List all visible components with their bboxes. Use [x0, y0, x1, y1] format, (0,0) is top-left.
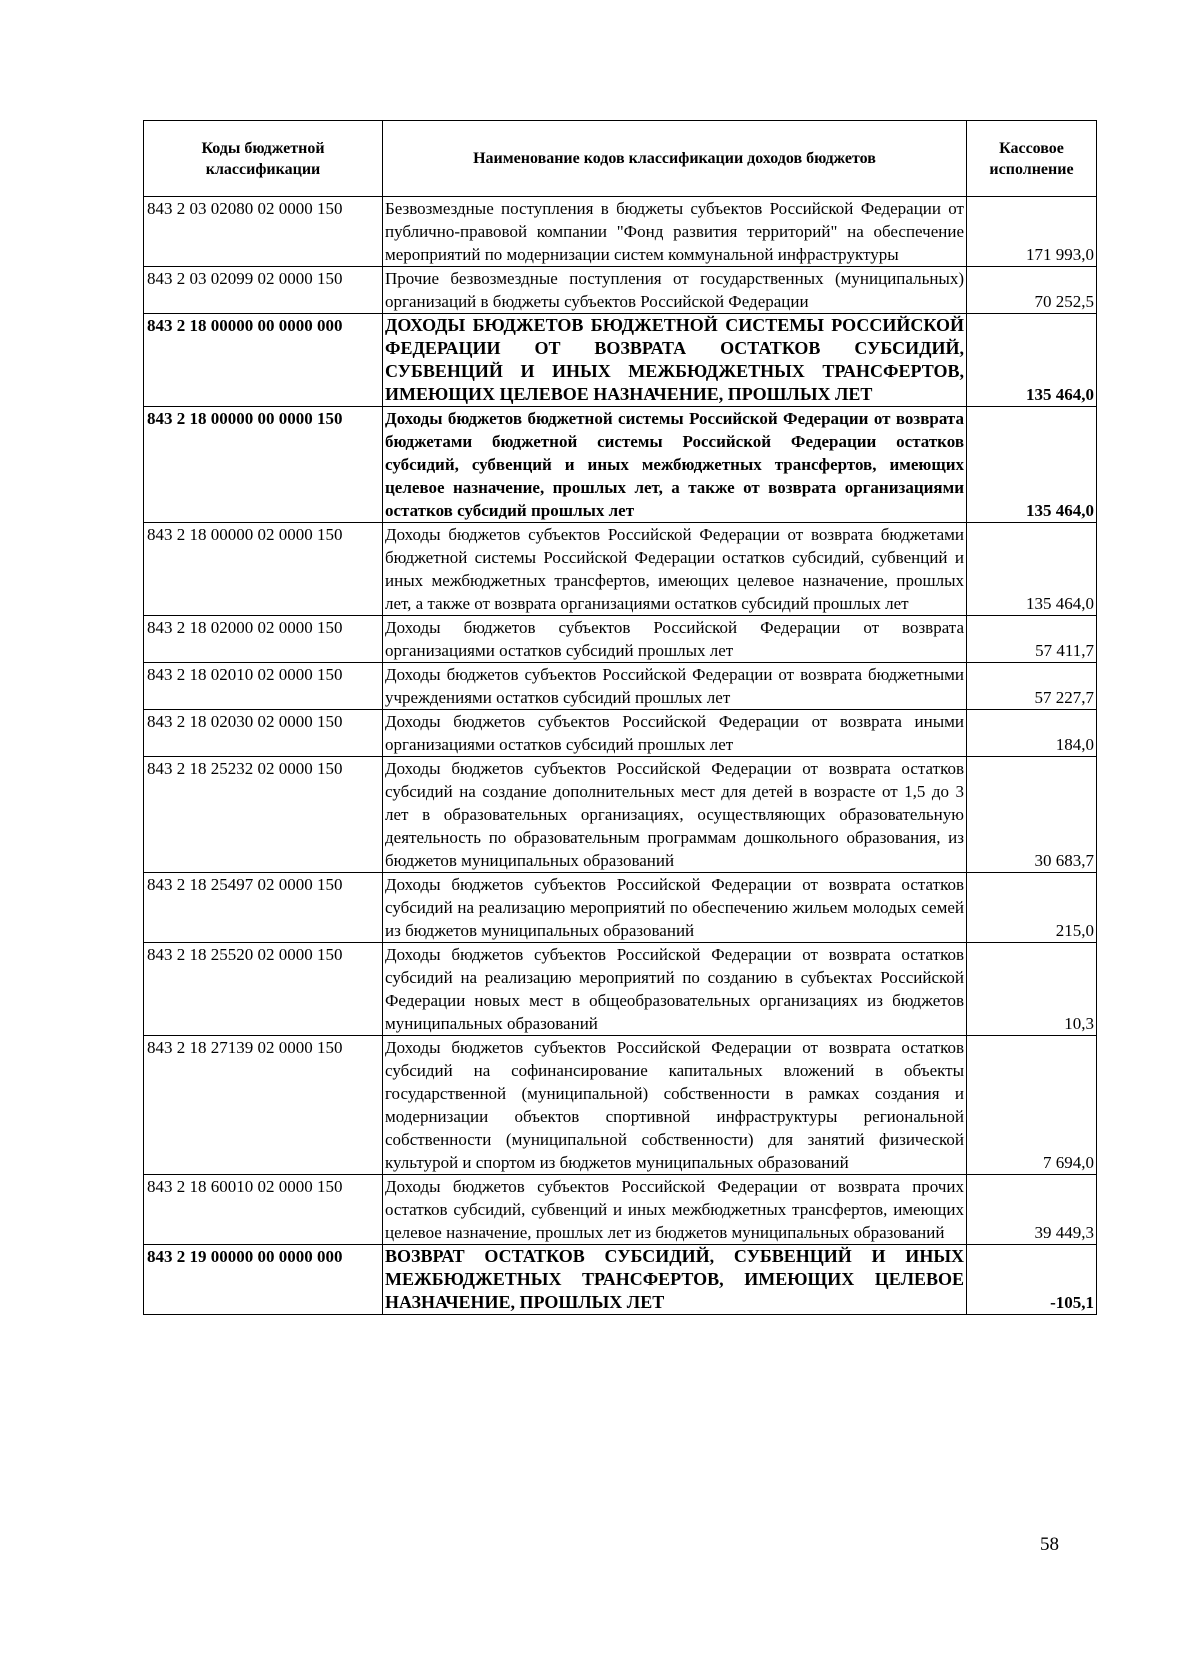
row-amount: 57 411,7: [967, 616, 1097, 663]
row-amount: 57 227,7: [967, 663, 1097, 710]
table-row: [144, 616, 1097, 663]
row-amount: 70 252,5: [967, 267, 1097, 314]
row-code: 843 2 18 00000 00 0000 000: [144, 314, 383, 407]
table-header-row: [144, 121, 1097, 197]
row-amount: 39 449,3: [967, 1175, 1097, 1245]
row-code: 843 2 18 25520 02 0000 150: [144, 943, 383, 1036]
header-names: Наименование кодов классификации доходов бюджетов: [383, 121, 967, 197]
row-name: Безвозмездные поступления в бюджеты субъектов Российской Федерации от публично-правовой компании "Фонд развития территорий" на обеспечение мероприятий по модернизации систем коммунальной инфраструктуры: [383, 197, 967, 267]
header-codes: Коды бюджетной классификации: [144, 121, 383, 197]
row-name: ВОЗВРАТ ОСТАТКОВ СУБСИДИЙ, СУБВЕНЦИЙ И ИНЫХ МЕЖБЮДЖЕТНЫХ ТРАНСФЕРТОВ, ИМЕЮЩИХ ЦЕЛЕВОЕ НАЗНАЧЕНИЕ, ПРОШЛЫХ ЛЕТ: [383, 1245, 967, 1315]
row-name: Доходы бюджетов субъектов Российской Федерации от возврата остатков субсидий на реализацию мероприятий по обеспечению жильем молодых семей из бюджетов муниципальных образований: [383, 873, 967, 943]
row-name: Доходы бюджетов субъектов Российской Федерации от возврата остатков субсидий на реализацию мероприятий по созданию в субъектах Российской Федерации новых мест в общеобразовательных организациях из бюджетов муниципальных образований: [383, 943, 967, 1036]
table-row: [144, 1036, 1097, 1175]
row-amount: 215,0: [967, 873, 1097, 943]
table-row: [144, 523, 1097, 616]
row-amount: 135 464,0: [967, 523, 1097, 616]
budget-classification-table: [143, 120, 1097, 1315]
row-name: Доходы бюджетов субъектов Российской Федерации от возврата организациями остатков субсидий прошлых лет: [383, 616, 967, 663]
row-code: 843 2 18 25232 02 0000 150: [144, 757, 383, 873]
row-amount: -105,1: [967, 1245, 1097, 1315]
row-name: Доходы бюджетов субъектов Российской Федерации от возврата бюджетами бюджетной системы Российской Федерации остатков субсидий, субвенций и иных межбюджетных трансфертов, имеющих целевое назначение, прошлых лет, а также от возврата организациями остатков субсидий прошлых лет: [383, 523, 967, 616]
row-code: 843 2 18 60010 02 0000 150: [144, 1175, 383, 1245]
table-row: [144, 873, 1097, 943]
row-code: 843 2 18 00000 02 0000 150: [144, 523, 383, 616]
row-amount: 7 694,0: [967, 1036, 1097, 1175]
table-row: [144, 943, 1097, 1036]
table-row: [144, 757, 1097, 873]
row-code: 843 2 18 02000 02 0000 150: [144, 616, 383, 663]
row-code: 843 2 19 00000 00 0000 000: [144, 1245, 383, 1315]
row-code: 843 2 03 02099 02 0000 150: [144, 267, 383, 314]
row-amount: 10,3: [967, 943, 1097, 1036]
table-row: [144, 407, 1097, 523]
row-name: ДОХОДЫ БЮДЖЕТОВ БЮДЖЕТНОЙ СИСТЕМЫ РОССИЙСКОЙ ФЕДЕРАЦИИ ОТ ВОЗВРАТА ОСТАТКОВ СУБСИДИЙ, СУБВЕНЦИЙ И ИНЫХ МЕЖБЮДЖЕТНЫХ ТРАНСФЕРТОВ, ИМЕЮЩИХ ЦЕЛЕВОЕ НАЗНАЧЕНИЕ, ПРОШЛЫХ ЛЕТ: [383, 314, 967, 407]
row-amount: 135 464,0: [967, 407, 1097, 523]
table-row: [144, 267, 1097, 314]
row-code: 843 2 03 02080 02 0000 150: [144, 197, 383, 267]
row-code: 843 2 18 25497 02 0000 150: [144, 873, 383, 943]
row-name: Доходы бюджетов субъектов Российской Федерации от возврата иными организациями остатков субсидий прошлых лет: [383, 710, 967, 757]
table-row: [144, 663, 1097, 710]
row-name: Доходы бюджетов субъектов Российской Федерации от возврата остатков субсидий на софинансирование капитальных вложений в объекты государственной (муниципальной) собственности в рамках создания и модернизации объектов спортивной инфраструктуры региональной собственности (муниципальной собственности) для занятий физической культурой и спортом из бюджетов муниципальных образований: [383, 1036, 967, 1175]
header-amount: Кассовое исполнение: [967, 121, 1097, 197]
row-name: Прочие безвозмездные поступления от государственных (муниципальных) организаций в бюджеты субъектов Российской Федерации: [383, 267, 967, 314]
row-code: 843 2 18 27139 02 0000 150: [144, 1036, 383, 1175]
page-number: 58: [1040, 1534, 1059, 1555]
table-row: [144, 1245, 1097, 1315]
row-name: Доходы бюджетов субъектов Российской Федерации от возврата остатков субсидий на создание дополнительных мест для детей в возрасте от 1,5 до 3 лет в образовательных организациях, осуществляющих образовательную деятельность по образовательным программам дошкольного образования, из бюджетов муниципальных образований: [383, 757, 967, 873]
row-amount: 30 683,7: [967, 757, 1097, 873]
row-amount: 135 464,0: [967, 314, 1097, 407]
row-code: 843 2 18 00000 00 0000 150: [144, 407, 383, 523]
row-name: Доходы бюджетов субъектов Российской Федерации от возврата бюджетными учреждениями остатков субсидий прошлых лет: [383, 663, 967, 710]
row-amount: 171 993,0: [967, 197, 1097, 267]
row-code: 843 2 18 02010 02 0000 150: [144, 663, 383, 710]
table-row: [144, 710, 1097, 757]
row-amount: 184,0: [967, 710, 1097, 757]
row-code: 843 2 18 02030 02 0000 150: [144, 710, 383, 757]
row-name: Доходы бюджетов бюджетной системы Российской Федерации от возврата бюджетами бюджетной системы Российской Федерации остатков субсидий, субвенций и иных межбюджетных трансфертов, имеющих целевое назначение, прошлых лет, а также от возврата организациями остатков субсидий прошлых лет: [383, 407, 967, 523]
row-name: Доходы бюджетов субъектов Российской Федерации от возврата прочих остатков субсидий, субвенций и иных межбюджетных трансфертов, имеющих целевое назначение, прошлых лет из бюджетов муниципальных образований: [383, 1175, 967, 1245]
table-row: [144, 1175, 1097, 1245]
table-row: [144, 197, 1097, 267]
table-row: [144, 314, 1097, 407]
